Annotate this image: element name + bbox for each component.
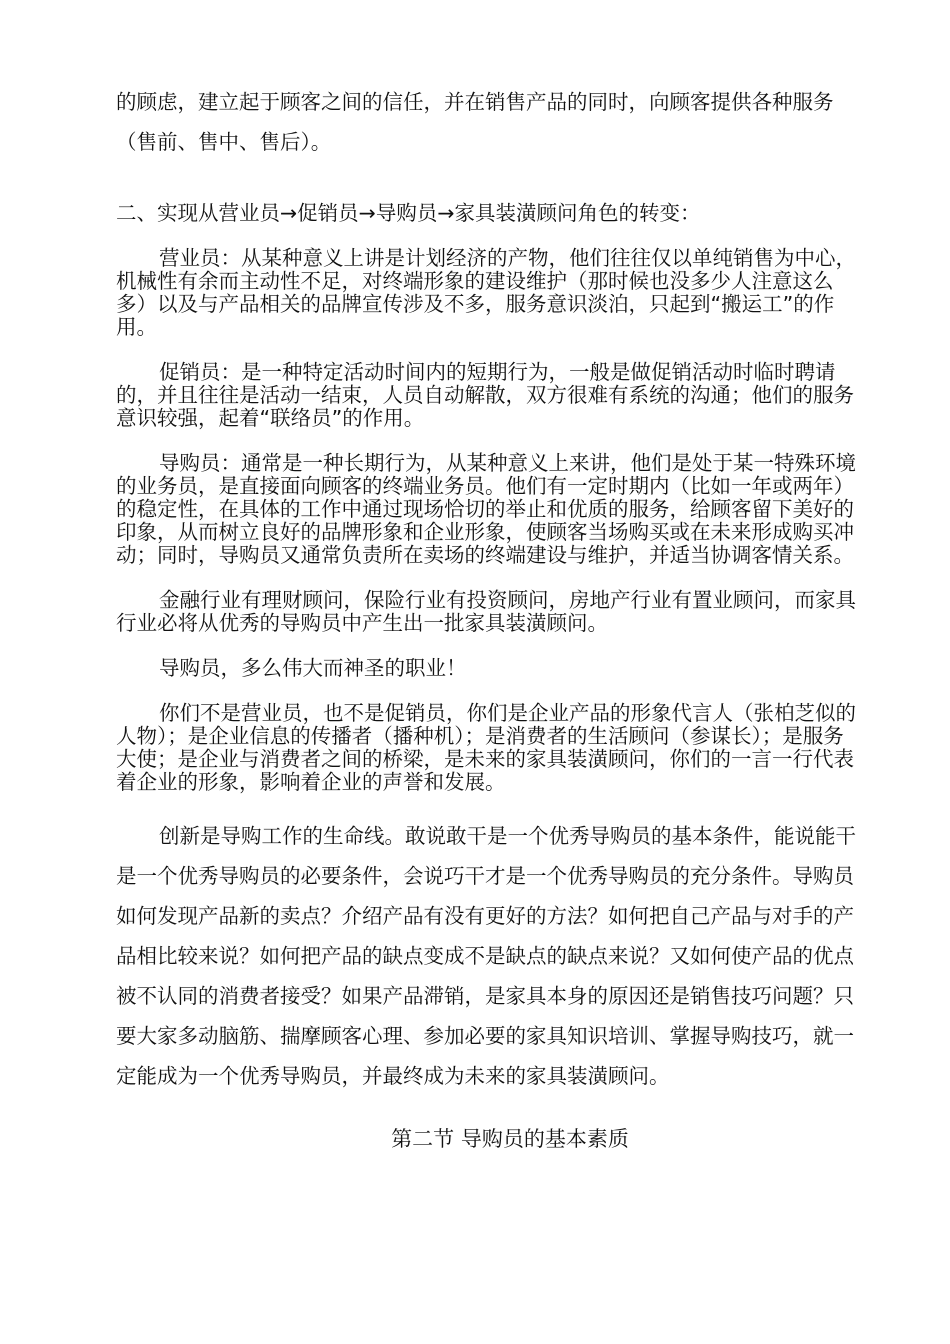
paragraph-exclamation: 导购员，多么伟大而神圣的职业！ — [159, 656, 467, 680]
paragraph-industry-consultants: 金融行业有理财顾问，保险行业有投资顾问，房地产行业有置业顾问，而家具行业必将从优秀的导购员中产生出一批家具装潢顾问。 — [116, 588, 856, 635]
paragraph-you-are: 你们不是营业员，也不是促销员，你们是企业产品的形象代言人（张柏芝似的人物）；是企业信息的传播者（播种机）；是消费者的生活顾问（参谋长）；是服务大使；是企业与消费者之间的桥梁，是未来的家具装潢顾问，你们的一言一行代表着企业的形象，影响着企业的声誉和发展。 — [116, 701, 856, 794]
paragraph-intro: 的顾虑，建立起于顾客之间的信任，并在销售产品的同时，向顾客提供各种服务（售前、售中、售后）。 — [116, 90, 834, 154]
paragraph-salesclerk: 营业员：从某种意义上讲是计划经济的产物，他们往往仅以单纯销售为中心，机械性有余而主动性不足，对终端形象的建设维护（那时候也没多少人注意这么多）以及与产品相关的品牌宣传涉及不多，服务意识淡泊，只起到“搬运工”的作用。 — [116, 246, 856, 339]
section-heading-role-transition: 二、实现从营业员→促销员→导购员→家具装潢顾问角色的转变： — [116, 201, 701, 225]
section-title: 第二节 导购员的基本素质 — [391, 1127, 629, 1151]
paragraph-innovation: 创新是导购工作的生命线。敢说敢干是一个优秀导购员的基本条件，能说能干是一个优秀导购员的必要条件，会说巧干才是一个优秀导购员的充分条件。导购员如何发现产品新的卖点？介绍产品有没有更好的方法？如何把自己产品与对手的产品相比较来说？如何把产品的缺点变成不是缺点的缺点来说？又如何使产品的优点被不认同的消费者接受？如果产品滞销，是家具本身的原因还是销售技巧问题？只要大家多动脑筋、揣摩顾客心理、参加必要的家具知识培训、掌握导购技巧，就一定能成为一个优秀导购员，并最终成为未来的家具装潢顾问。 — [116, 824, 856, 1088]
document-body — [116, 82, 864, 1154]
paragraph-shopping-guide: 导购员：通常是一种长期行为，从某种意义上来讲，他们是处于某一特殊环境的业务员，是直接面向顾客的终端业务员。他们有一定时期内（比如一年或两年）的稳定性，在具体的工作中通过现场恰切的举止和优质的服务，给顾客留下美好的印象，从而树立良好的品牌形象和企业形象，使顾客当场购买或在未来形成购买冲动；同时，导购员又通常负责所在卖场的终端建设与维护，并适当协调客情关系。 — [116, 451, 856, 567]
paragraph-promoter: 促销员：是一种特定活动时间内的短期行为，一般是做促销活动时临时聘请的，并且往往是活动一结束，人员自动解散，双方很难有系统的沟通；他们的服务意识较强，起着“联络员”的作用。 — [116, 360, 854, 430]
